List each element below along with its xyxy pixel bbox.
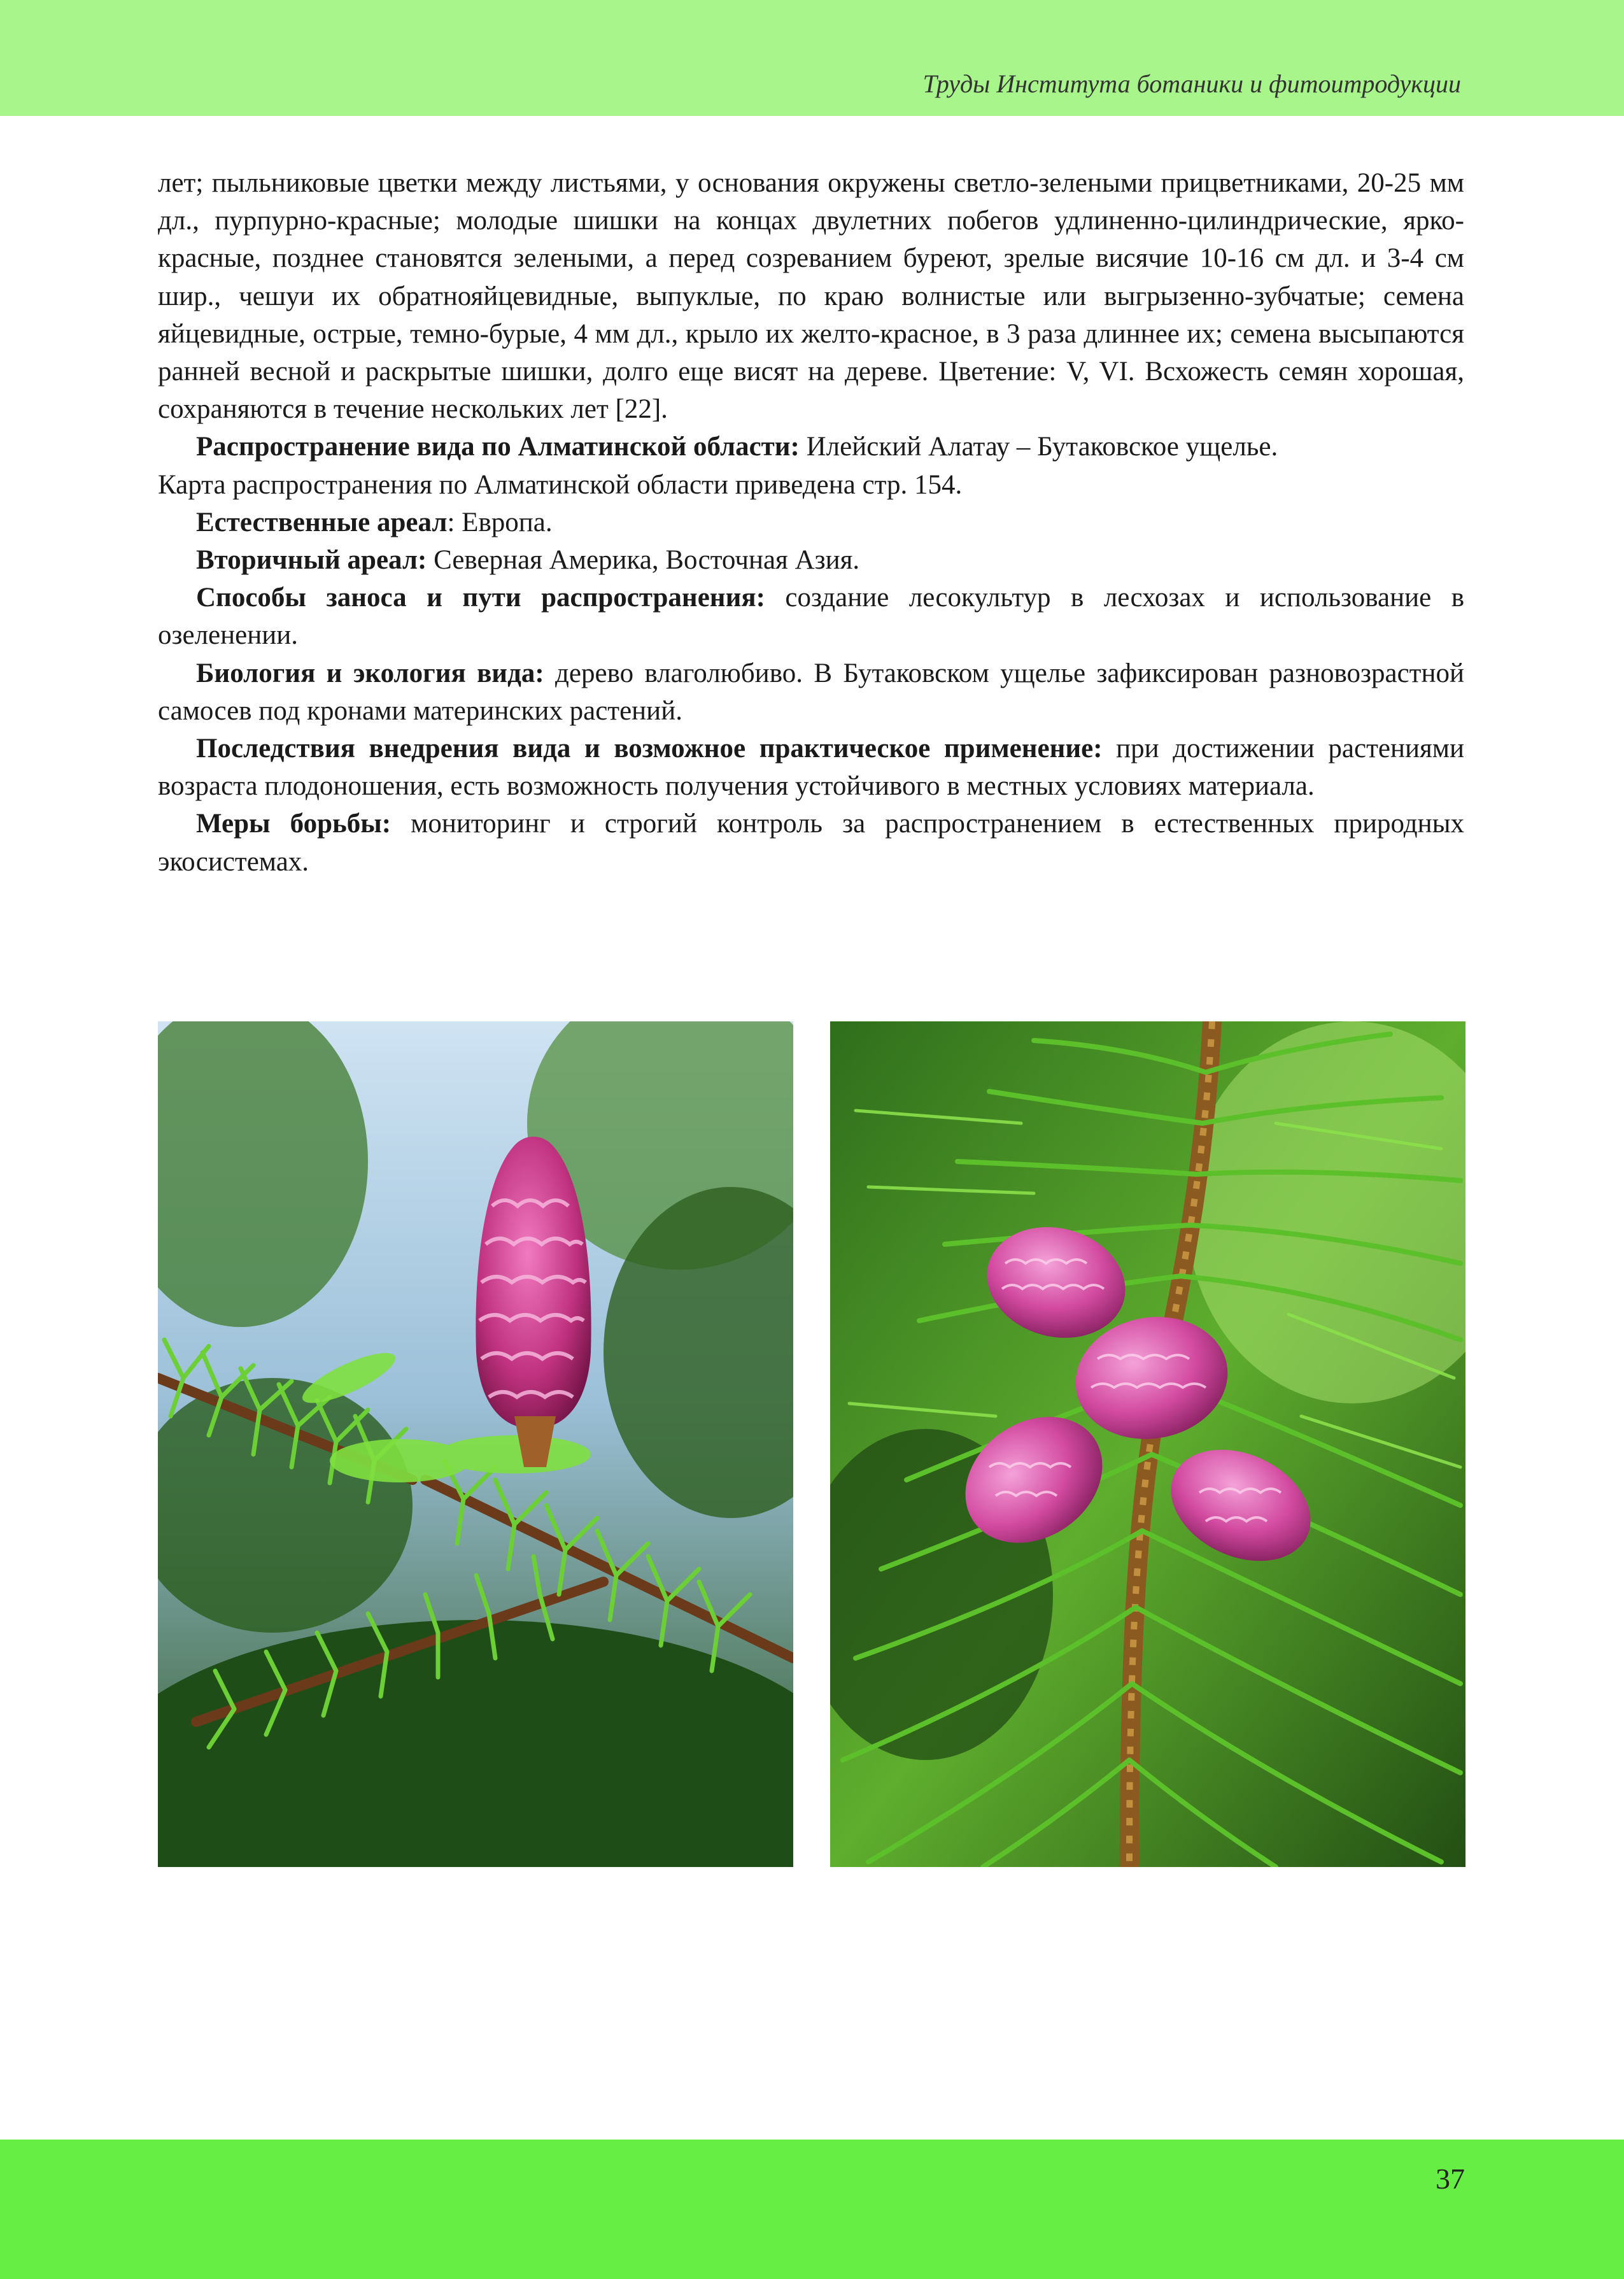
running-title: Труды Института ботаники и фитоитродукции xyxy=(922,69,1461,98)
paragraph-consequences: Последствия внедрения вида и возможное практическое применение: при достижении растениями возраста плодоношения, есть возможность получения устойчивого в местных условиях материала. xyxy=(158,734,1464,802)
label-control: Меры борьбы: xyxy=(196,809,392,839)
photo-spruce-cone-single-image xyxy=(158,1021,793,1867)
label-natural-range: Естественные ареал xyxy=(196,507,448,537)
paragraph-description: лет; пыльниковые цветки между листьями, у основания окружены светло-зелеными прицветниками, 20-25 мм дл., пурпурно-красные; молодые шишки на концах двулетних побегов удлиненно-цилиндрические, ярко-красные, позднее становятся зелеными, а перед созреванием буреют, зрелые висячие 10-16 см дл. и 3-4 см шир., чешуи их обратнояйцевидные, выпуклые, по краю волнистые или выгрызенно-зубчатые; семена яйцевидные, острые, темно-бурые, 4 мм дл., крыло их желто-красное, в 3 раза длиннее их; семена высыпаются ранней весной и раскрытые шишки, долго еще висят на дереве. Цветение: V, VI. Всхожесть семян хорошая, сохраняются в течение нескольких лет [22]. xyxy=(158,168,1464,425)
paragraph-distribution: Распространение вида по Алматинской области: Илейский Алатау – Бутаковское ущелье. xyxy=(196,432,1278,462)
footer-band xyxy=(0,2140,1624,2279)
photo-spruce-cones-cluster-image xyxy=(830,1021,1465,1867)
paragraph-distribution-map: Карта распространения по Алматинской области приведена стр. 154. xyxy=(158,469,963,500)
photo-spruce-cones-cluster xyxy=(830,1021,1465,1867)
label-consequences: Последствия внедрения вида и возможное практическое применение: xyxy=(196,734,1103,764)
label-biology: Биология и экология вида: xyxy=(196,658,544,688)
paragraph-biology: Биология и экология вида: дерево влаголюбиво. В Бутаковском ущелье зафиксирован разновозрастной самосев под кронами материнских растений. xyxy=(158,658,1465,726)
page-number: 37 xyxy=(1436,2162,1465,2195)
paragraph-secondary-range: Вторичный ареал: Северная Америка, Восточная Азия. xyxy=(196,545,860,576)
paragraph-control: Меры борьбы: мониторинг и строгий контроль за распространением в естественных природных экосистемах. xyxy=(158,809,1464,877)
photo-spruce-cone-single xyxy=(158,1021,793,1867)
label-secondary-range: Вторичный ареал: xyxy=(196,545,427,576)
paragraph-introduction-pathways: Способы заноса и пути распространения: создание лесокультур в лесхозах и использование в озеленении. xyxy=(158,583,1465,651)
paragraph-natural-range: Естественные ареал: Европа. xyxy=(196,507,553,537)
main-text xyxy=(158,164,1464,881)
label-introduction-pathways: Способы заноса и пути распространения: xyxy=(196,583,765,613)
label-distribution: Распространение вида по Алматинской области: xyxy=(196,432,800,462)
